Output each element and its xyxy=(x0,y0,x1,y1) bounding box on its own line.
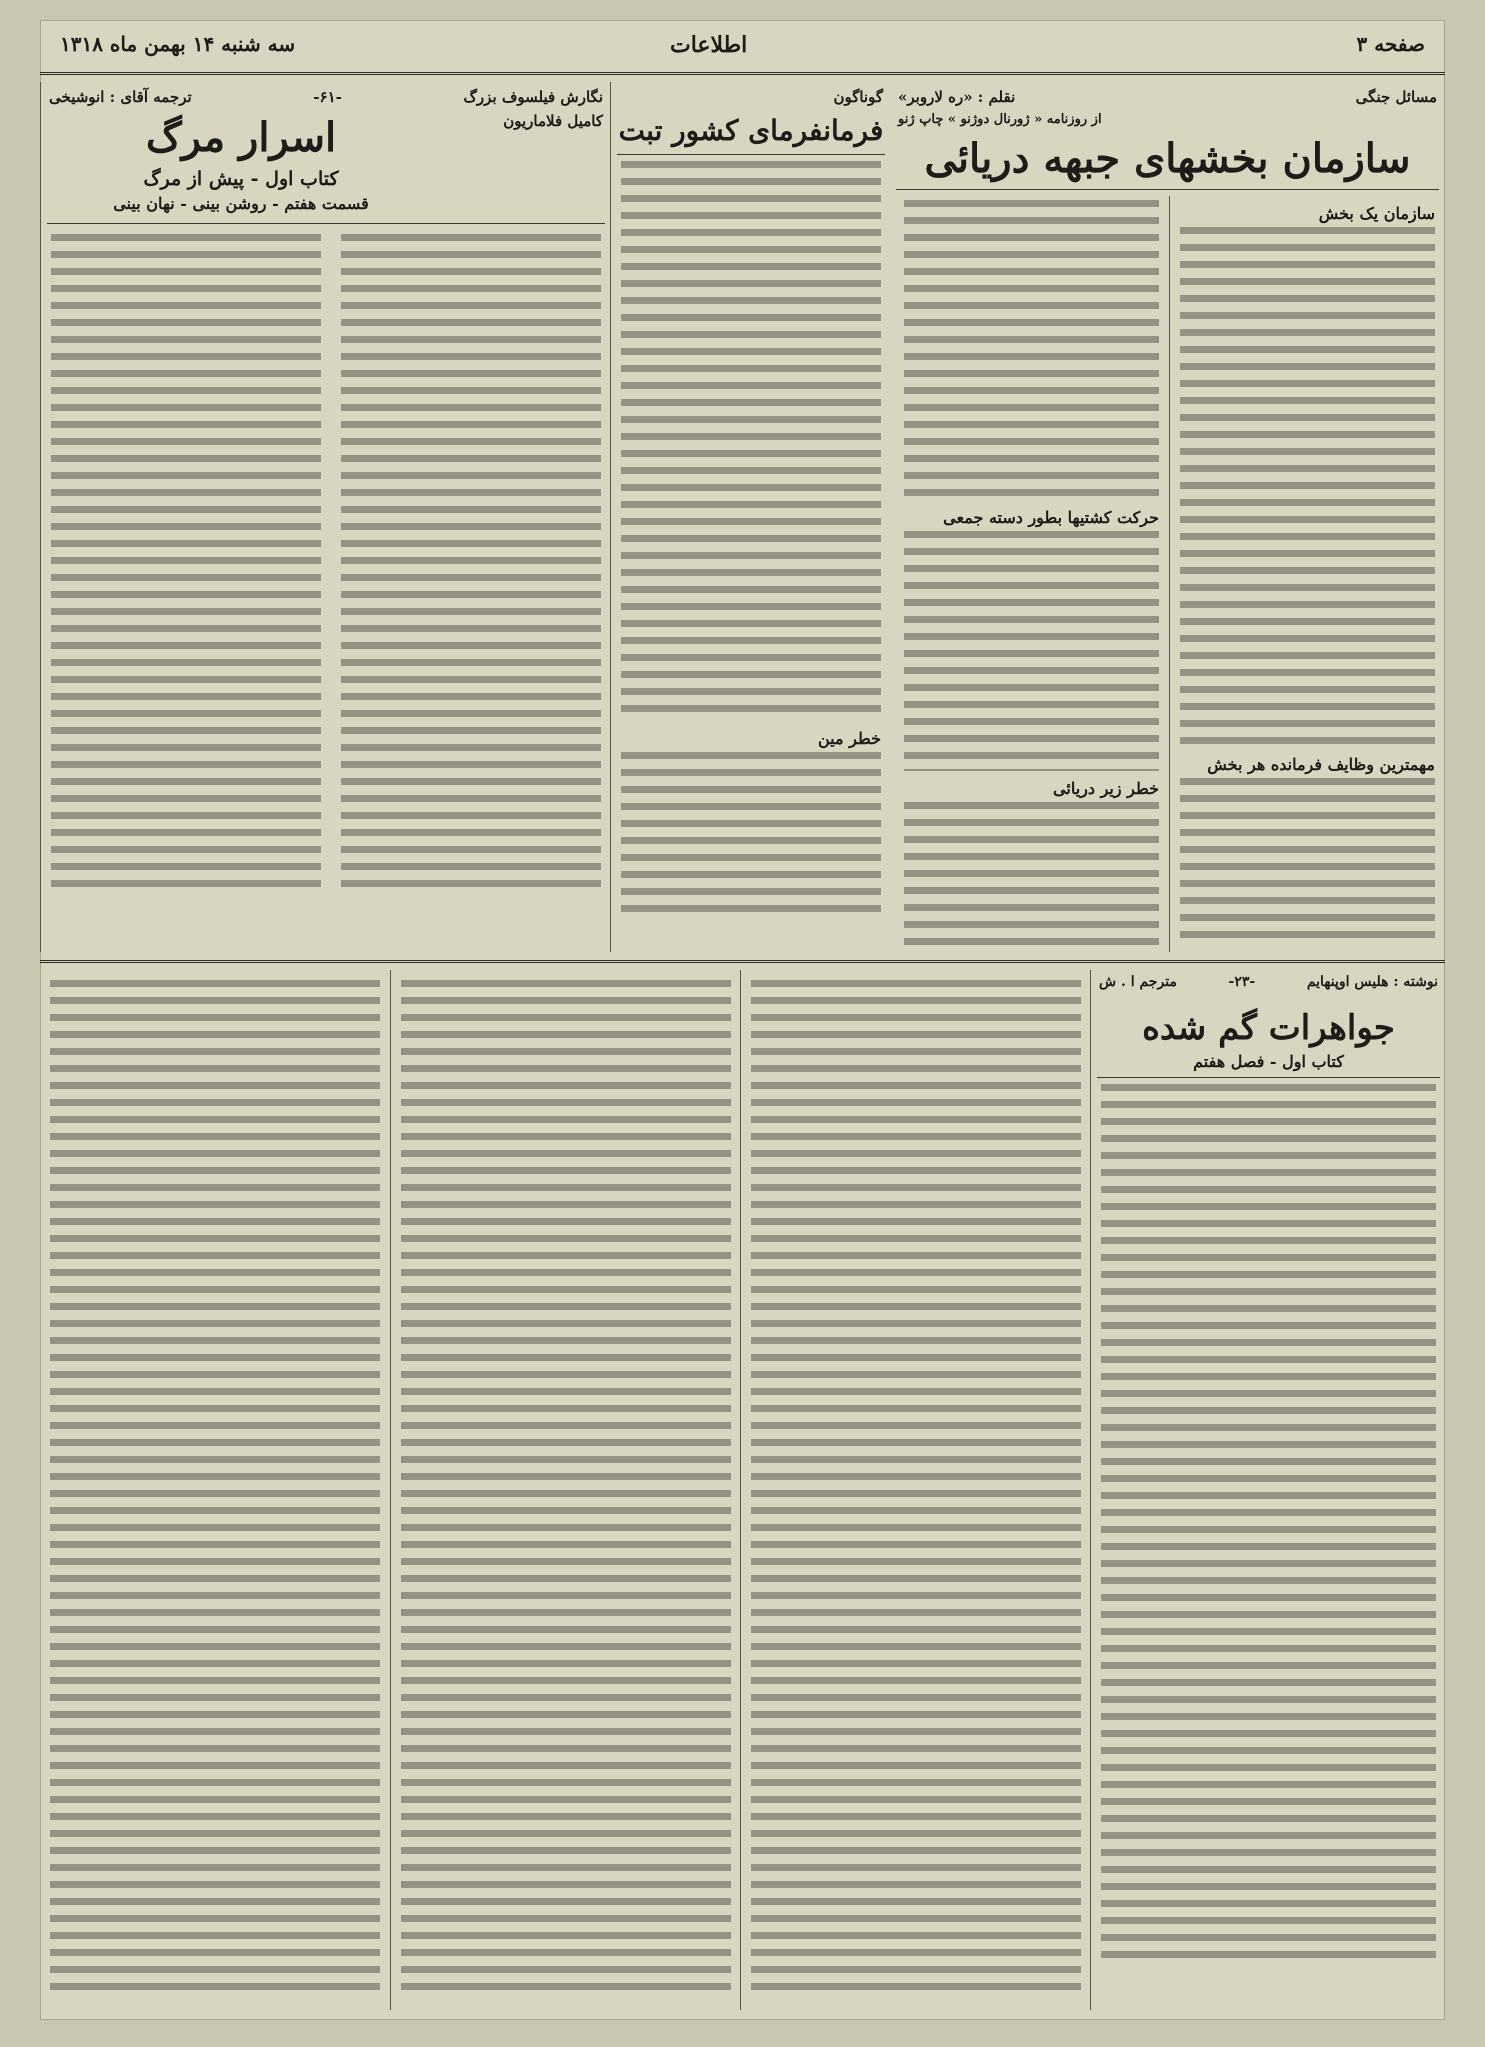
article-naval-sectors xyxy=(890,82,1445,952)
article-tibet xyxy=(610,82,891,952)
author: نوشته : هلیس اوپنهایم xyxy=(1306,974,1438,990)
translator: مترجم ا . ش xyxy=(1099,974,1177,990)
serial-body xyxy=(1101,1084,1436,1964)
section-title: مهمترین وظایف فرمانده هر بخش xyxy=(1207,755,1435,774)
article-headline: اسرار مرگ xyxy=(145,114,337,161)
episode-number: -۲۳- xyxy=(1228,974,1256,990)
author: کامیل فلاماریون xyxy=(503,112,603,130)
serial-body xyxy=(50,980,380,1990)
rule xyxy=(47,223,605,224)
article-kicker: گوناگون xyxy=(833,88,883,106)
article-body xyxy=(621,752,881,912)
rule xyxy=(1097,1077,1440,1078)
chapter-line: کتاب اول - فصل هفتم xyxy=(1193,1052,1344,1071)
article-body xyxy=(51,234,321,894)
article-source: از روزنامه « ژورنال دوژنو » چاپ ژنو xyxy=(898,112,1102,127)
newspaper-page xyxy=(40,20,1445,2020)
serial-column xyxy=(740,970,1091,2010)
date-line: سه شنبه ۱۴ بهمن ماه ۱۳۱۸ xyxy=(60,32,296,56)
masthead xyxy=(40,20,1445,75)
article-body xyxy=(904,531,1159,771)
page-label: صفحه ۳ xyxy=(1356,32,1425,56)
article-byline: نقلم : «ره لاروبر» xyxy=(898,88,1016,106)
serial-column xyxy=(390,970,741,2010)
article-body xyxy=(1180,227,1435,747)
episode-number: -۶۱- xyxy=(313,88,342,106)
article-secrets-of-death xyxy=(40,82,611,952)
article-body xyxy=(341,234,601,894)
rule xyxy=(617,154,885,155)
article-kicker: مسائل جنگی xyxy=(1355,88,1437,106)
section-divider xyxy=(40,960,1445,963)
part-line: قسمت هفتم - روشن بینی - نهان بینی xyxy=(113,194,369,213)
section-title: سازمان یک بخش xyxy=(1318,204,1435,223)
article-body xyxy=(904,200,1159,500)
article-headline: فرمانفرمای کشور تبت xyxy=(618,114,884,147)
serial-body xyxy=(401,980,731,1990)
paper-name: اطلاعات xyxy=(670,32,748,58)
article-kicker: نگارش فیلسوف بزرگ xyxy=(463,88,603,106)
section-title: خطر مین xyxy=(818,728,881,748)
article-body xyxy=(1180,778,1435,948)
serial-body xyxy=(751,980,1081,1990)
serial-lost-jewels-header xyxy=(1090,970,1446,2010)
article-body xyxy=(904,802,1159,952)
serial-headline: جواهرات گم شده xyxy=(1142,1008,1395,1048)
article-body xyxy=(621,161,881,721)
rule xyxy=(896,189,1439,190)
book-line: کتاب اول - پیش از مرگ xyxy=(143,168,339,190)
section-title: حرکت کشتیها بطور دسته جمعی xyxy=(943,508,1159,527)
serial-column xyxy=(40,970,390,2010)
article-headline: سازمان بخشهای جبهه دریائی xyxy=(924,135,1411,182)
section-title: خطر زیر دریائی xyxy=(1053,779,1159,798)
translator: ترجمه آقای : انوشیخی xyxy=(49,88,192,106)
